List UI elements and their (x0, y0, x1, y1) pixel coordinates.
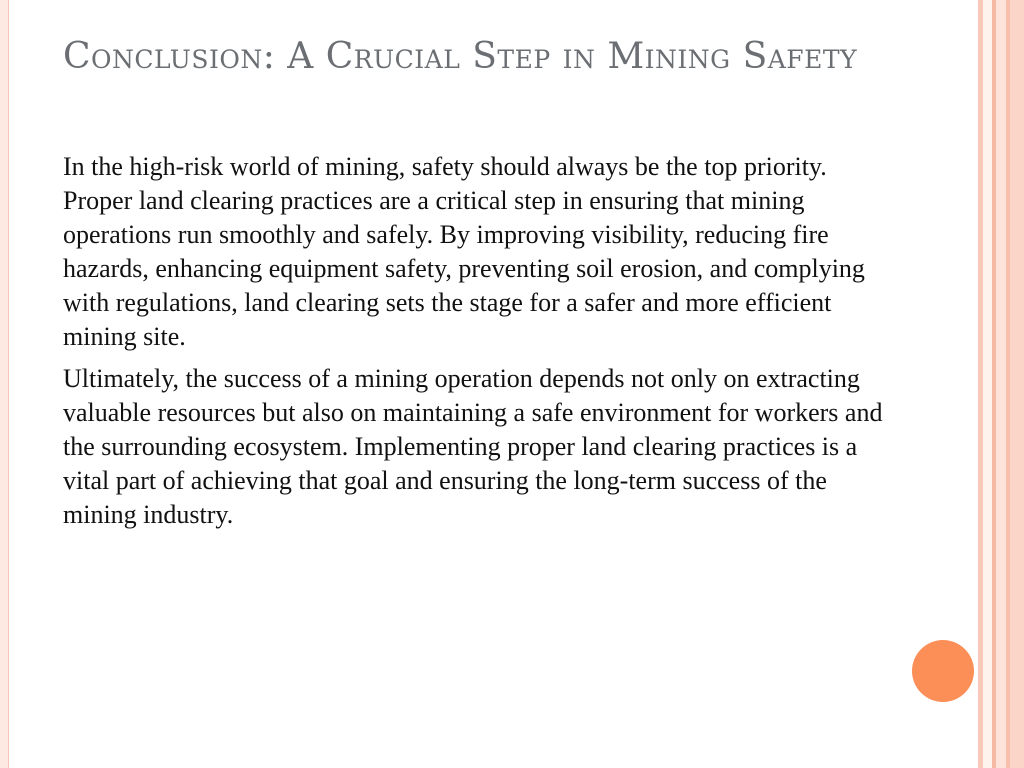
stripe (996, 0, 1006, 768)
paragraph-2: Ultimately, the success of a mining operation depends not only on extracting valuable resources but also on maintaining a safe environment for workers and the surrounding ecosystem. Implementing proper land clearing practices is a vital part of achieving that goal and ensuring the long-term success of the mining industry. (63, 364, 883, 529)
stripe (983, 0, 992, 768)
left-border-stripe (0, 0, 9, 768)
right-decorative-stripes (978, 0, 1024, 768)
slide-title: Conclusion: A Crucial Step in Mining Safety (63, 36, 858, 77)
stripe (1010, 0, 1024, 768)
orange-circle-decoration (912, 640, 974, 702)
paragraph-1: In the high-risk world of mining, safety should always be the top priority. Proper land clearing practices are a critical step in ensuring that mining operations run smoothly and safely. By improving visibility, reducing fire hazards, enhancing equipment safety, preventing soil erosion, and complying with regulations, land clearing sets the stage for a safer and more efficient mining site. (63, 152, 865, 351)
slide-body (63, 150, 893, 540)
